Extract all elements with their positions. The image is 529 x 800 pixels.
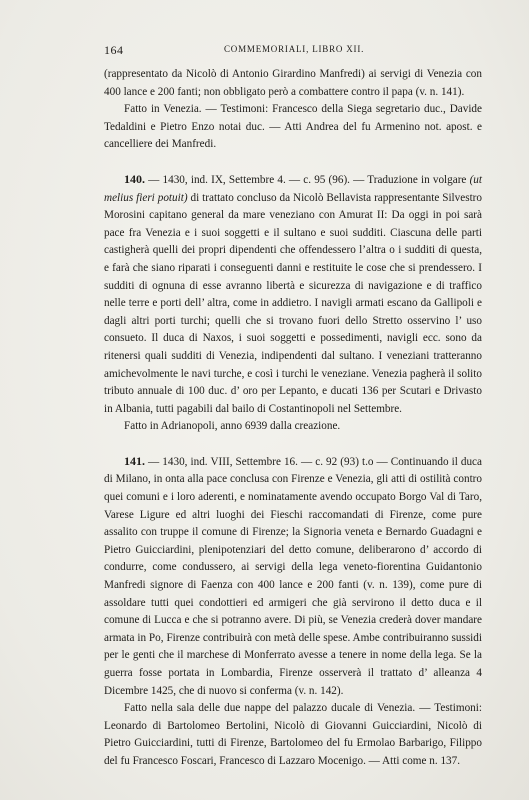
continuation-paragraph: (rappresentato da Nicolò di Antonio Girardino Manfredi) ai servigi di Venezia con 400 lance e 200 fanti; non obbligato però a combattere contro il papa (v. n. 141). [104,68,482,98]
entry-141-number: 141. [124,453,145,468]
entry-140-number: 140. [124,171,145,186]
entry-141-closing: Fatto nella sala delle due nappe del palazzo ducale di Venezia. — Testimoni: Leonardo di Bartolomeo Bertolini, Nicolò di Giovanni Guicciardini, Nicolò di Pietro Guicciardini, tutti di Firenze, Bartolomeo del fu Ermolao Barbarigo, Filippo del fu Francesco Foscari, Francesco di Lazzaro Mocenigo. — Atti come n. 137. [104,702,482,767]
entry-140-text: di trattato concluso da Nicolò Bellavista rappresentante Silvestro Morosini capitano general da mare veneziano con Amurat II: Da oggi in poi sarà pace fra Venezia e i suoi soggetti e il sultano e suoi sudditi. Ciascuna delle parti castigherà quelli dei propri dipendenti che offendessero l’altra o i sudditi di questa, e farà che siano riparati i conseguenti danni e restituite le cose che si prendessero. I sudditi di ognuna di esse avranno libertà e sicurezza di navigazione e di traffico nelle terre e porti dell’ altra, come in addietro. I navigli armati escano da Gallipoli e dagli altri porti turchi; quelli che si trovano fuori dello Stretto osservino l’ uso consueto. Il duca di Naxos, i suoi soggetti e possedimenti, navigli ecc. sono da ritenersi quali sudditi di Venezia, indipendenti dal sultano. I veneziani tratteranno amichevolmente le navi turche, e così i turchi le veneziane. Venezia pagherà il solito tributo annuale di 100 duc. d’ oro per Lepanto, e ducati 136 per Scutari e Drivasto in Albania, tutti pagabili dal bailo di Costantinopoli nel Settembre. [104,191,483,415]
running-head: COMMEMORIALI, LIBRO XII. [224,44,365,54]
continuation-witnesses: Fatto in Venezia. — Testimoni: Francesco della Siega segretario duc., Davide Tedaldini e Pietro Enzo notai duc. — Atti Andrea del fu Armenino not. apost. e cancelliere dei Manfredi. [104,103,482,151]
page-number: 164 [104,43,124,57]
page-header [104,43,484,61]
entry-140-closing: Fatto in Adrianopoli, anno 6939 dalla creazione. [124,420,341,433]
entry-140 [104,171,482,418]
entry-140-italic: (ut melius fieri potuit) [104,173,482,204]
entry-141 [104,453,482,700]
entry-140-heading: — 1430, ind. IX, Settembre 4. — c. 95 (96). — Traduzione in volgare [145,173,470,186]
page-body [104,66,482,771]
entry-141-text: — 1430, ind. VIII, Settembre 16. — c. 92 (93) t.o — Continuando il duca di Milano, in onta alla pace conclusa con Firenze e Venezia, gli atti di ostilità contro quei comuni e i loro aderenti, e nominatamente avendo occupato Borgo Val di Taro, Varese Ligure ed altri luoghi dei Fieschi raccomandati di Firenze, come pure assalito con truppe il comune di Firenze; la Signoria veneta e Bernardo Guadagni e Pietro Guicciardini, plenipotenziari del detto comune, deliberarono d’ accordo di condurre, come condussero, ai servigi della lega veneto-fiorentina Guidantonio Manfredi signore di Faenza con 400 lance e 200 fanti (v. n. 139), come pure di assoldare tutti quei condottieri ed armigeri che già servirono il detto duca e il comune di Lucca e che si potranno avere. Di più, se Venezia crederà dover mandare armata in Po, Firenze contribuirà con metà delle spese. Ambe contribuiranno sussidi per le genti che il marchese di Monferrato avesse a tenere in nome della lega. Se la guerra fosse portata in Lombardia, Firenze osserverà il trattato d’ alleanza 4 Dicembre 1425, che di nuovo si conferma (v. n. 142). [104,455,482,697]
